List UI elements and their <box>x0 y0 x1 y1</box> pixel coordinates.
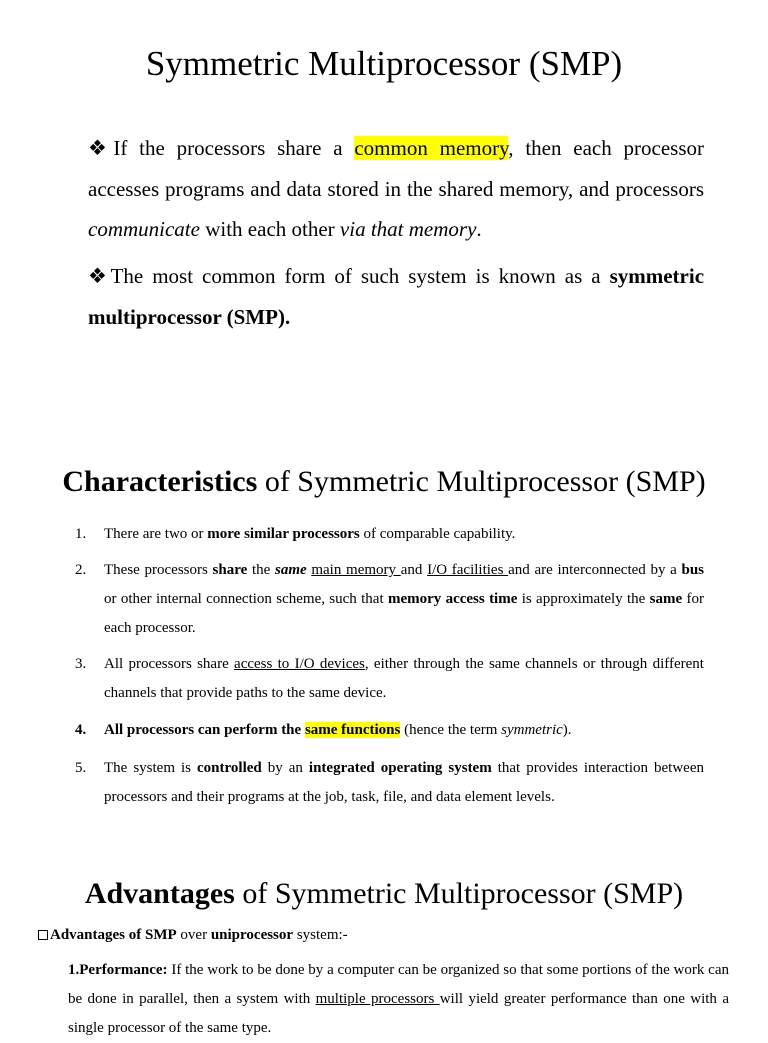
highlight-same-functions: same functions <box>304 722 401 738</box>
slide3-title-rest: of Symmetric Multiprocessor (SMP) <box>234 877 684 910</box>
list-item-text: All processors can perform the same functions (hence the term symmetric). <box>104 722 572 738</box>
advantages-subheading: Advantages of SMP over uniprocessor system:- <box>38 924 348 946</box>
diamond-bullet-icon: ❖ <box>88 264 111 288</box>
bullet1-text-a: If the processors share a <box>113 136 355 160</box>
bullet1-text-c: with each other <box>199 217 340 241</box>
slide2-title-rest: of Symmetric Multiprocessor (SMP) <box>257 465 706 498</box>
list-item-text: The system is controlled by an integrated operating system that provides interaction between processors and their programs at the job, task, file, and data element levels. <box>104 760 704 805</box>
list-item-text: All processors share access to I/O devices, either through the same channels or through different channels that provide paths to the same device. <box>104 656 704 701</box>
list-number: 2. <box>75 562 87 578</box>
list-item-text: There are two or more similar processors of comparable capability. <box>104 526 516 542</box>
list-number: 4. <box>75 722 87 738</box>
bullet2-text: The most common form of such system is known as a <box>110 264 610 288</box>
slide3-title-bold: Advantages <box>84 877 235 910</box>
list-number: 5. <box>75 760 87 776</box>
bullet1-text-b: , then each processor accesses programs and data stored in the shared memory, and processors <box>88 136 705 201</box>
bullet1-italic-via-memory: via that memory <box>339 217 477 241</box>
advantage-item-performance: 1.Performance: If the work to be done by a computer can be organized so that some portions of the work can be done in parallel, then a system with multiple processors will yield greater performance than one with a single processor of the same type. <box>68 962 729 1036</box>
slide1-bullet-1 <box>88 128 704 250</box>
bullet1-text-d: . <box>476 217 482 241</box>
slide1-title: Symmetric Multiprocessor (SMP) <box>145 44 623 83</box>
highlight-common-memory: common memory <box>354 136 509 160</box>
bullet1-italic-communicate: communicate <box>88 217 200 241</box>
list-number: 3. <box>75 656 87 672</box>
list-number: 1. <box>75 526 87 542</box>
list-number: 1. <box>68 962 80 978</box>
square-bullet-icon <box>38 930 48 940</box>
slide2-title-bold: Characteristics <box>62 465 258 498</box>
diamond-bullet-icon: ❖ <box>88 136 114 160</box>
slide2-title <box>0 460 768 504</box>
bullet2-bold-smp: symmetric multiprocessor (SMP). <box>88 264 705 329</box>
slide3-title <box>0 872 768 916</box>
list-item-text: These processors share the same main memory and I/O facilities and are interconnected by a bus or other internal connection scheme, such that memory access time is approximately the same for each processor. <box>104 562 705 636</box>
slide1-bullet-2 <box>88 256 704 337</box>
